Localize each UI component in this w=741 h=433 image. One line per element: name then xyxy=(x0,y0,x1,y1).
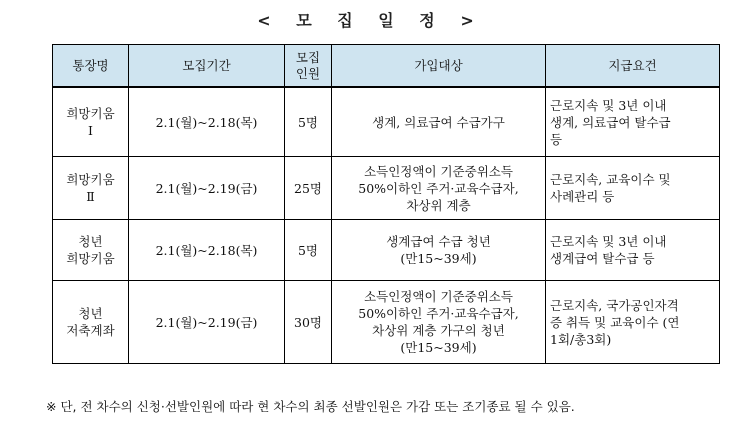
account-name-cell xyxy=(53,157,129,220)
eligibility-cell xyxy=(332,220,546,281)
recruitment-schedule-table xyxy=(52,44,720,364)
eligibility-line: 50%이하인 주거·교육수급자, xyxy=(358,306,519,321)
requirements-line: 생계, 의료급여 탈수급 xyxy=(550,114,671,130)
account-name-line: Ⅰ xyxy=(88,123,93,138)
header-eligibility: 가입대상 xyxy=(332,45,546,88)
requirements-cell xyxy=(546,281,720,364)
requirements-line: 근로지속 및 3년 이내 xyxy=(550,234,667,249)
eligibility-line: 생계급여 수급 청년 xyxy=(386,234,491,249)
recruitment-count-cell: 25명 xyxy=(285,157,332,220)
header-account-name: 통장명 xyxy=(53,45,129,88)
recruitment-period-cell: 2.1(월)~2.18(목) xyxy=(129,87,285,157)
recruitment-count-cell: 5명 xyxy=(285,87,332,157)
eligibility-line: (만15~39세) xyxy=(400,251,477,266)
eligibility-line: (만15~39세) xyxy=(400,340,477,355)
recruitment-count-cell: 30명 xyxy=(285,281,332,364)
account-name-cell xyxy=(53,281,129,364)
table-row xyxy=(53,87,720,157)
account-name-cell xyxy=(53,87,129,157)
page-title: < 모 집 일 정 > xyxy=(257,11,484,30)
account-name-line: Ⅱ xyxy=(86,189,95,204)
recruitment-period-cell: 2.1(월)~2.19(금) xyxy=(129,157,285,220)
account-name-line: 희망키움 xyxy=(66,106,115,121)
table-row xyxy=(53,157,720,220)
eligibility-cell xyxy=(332,87,546,157)
requirements-cell xyxy=(546,157,720,220)
header-count-line1: 모집 xyxy=(295,49,321,65)
requirements-line: 증 취득 및 교육이수 (연 xyxy=(550,314,680,330)
recruitment-count-cell: 5명 xyxy=(285,220,332,281)
account-name-cell xyxy=(53,220,129,281)
eligibility-line: 생계, 의료급여 수급가구 xyxy=(372,114,505,130)
footnote: ※ 단, 전 차수의 신청·선발인원에 따라 현 차수의 최종 선발인원은 가감 또는 조기종료 될 수 있음. xyxy=(46,399,575,414)
recruitment-period-cell: 2.1(월)~2.18(목) xyxy=(129,220,285,281)
header-payment-requirements: 지급요건 xyxy=(546,45,720,88)
eligibility-cell xyxy=(332,157,546,220)
eligibility-line: 50%이하인 주거·교육수급자, xyxy=(358,180,519,196)
requirements-line: 생계급여 탈수급 등 xyxy=(550,251,655,266)
requirements-cell xyxy=(546,220,720,281)
eligibility-line: 소득인정액이 기준중위소득 xyxy=(364,289,513,304)
requirements-cell xyxy=(546,87,720,157)
eligibility-line: 차상위 계층 xyxy=(406,197,471,213)
table-row xyxy=(53,281,720,364)
account-name-line: 희망키움 xyxy=(66,172,115,187)
requirements-line: 근로지속, 국가공인자격 xyxy=(550,297,679,313)
header-recruitment-count xyxy=(285,45,332,88)
requirements-line: 1회/총3회) xyxy=(550,331,612,347)
account-name-line: 저축계좌 xyxy=(66,323,115,338)
header-count-line2: 인원 xyxy=(295,65,321,81)
account-name-line: 희망키움 xyxy=(66,251,115,266)
eligibility-line: 차상위 계층 가구의 청년 xyxy=(372,323,505,338)
account-name-line: 청년 xyxy=(78,306,103,321)
eligibility-line: 소득인정액이 기준중위소득 xyxy=(364,163,513,179)
recruitment-period-cell: 2.1(월)~2.19(금) xyxy=(129,281,285,364)
requirements-line: 사례관리 등 xyxy=(550,189,615,204)
table-header-row xyxy=(53,45,720,88)
eligibility-cell xyxy=(332,281,546,364)
requirements-line: 근로지속, 교육이수 및 xyxy=(550,172,671,187)
account-name-line: 청년 xyxy=(78,234,103,249)
requirements-line: 근로지속 및 3년 이내 xyxy=(550,97,667,113)
requirements-line: 등 xyxy=(550,131,563,147)
table-row xyxy=(53,220,720,281)
header-recruitment-period: 모집기간 xyxy=(129,45,285,88)
